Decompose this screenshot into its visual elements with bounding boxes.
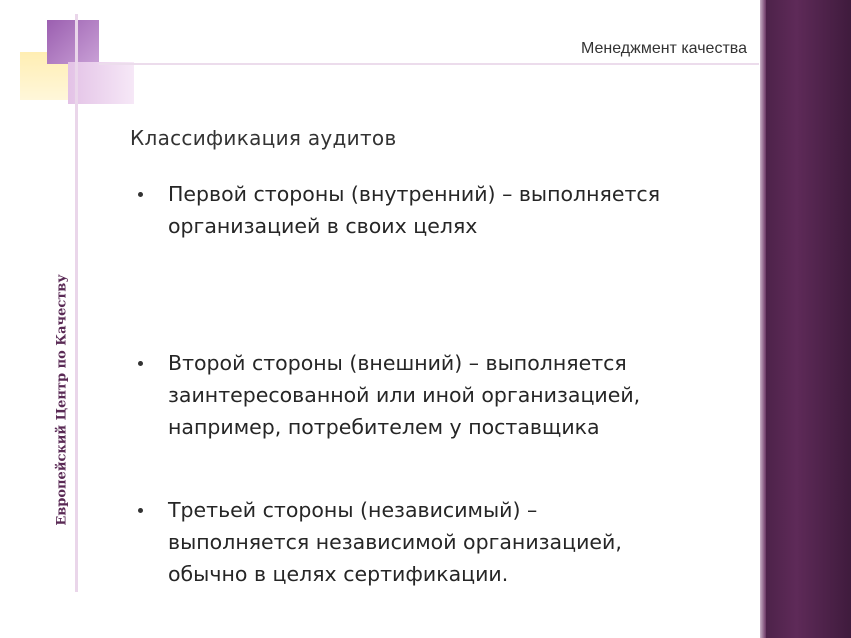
header-divider: [99, 63, 759, 65]
bullet-dot: [138, 361, 143, 366]
bullet-line: Третьей стороны (независимый) –: [168, 498, 538, 522]
bullet-line: например, потребителем у поставщика: [168, 415, 600, 439]
bullet-line: Второй стороны (внешний) – выполняется: [168, 351, 627, 375]
vertical-divider: [75, 14, 78, 592]
bullet-line: организацией в своих целях: [168, 214, 478, 238]
slide-title: Классификация аудитов: [130, 126, 397, 150]
bullet-third-party: [135, 494, 622, 590]
header-title: Менеджмент качества: [580, 40, 747, 57]
bullet-line: выполняется независимой организацией,: [168, 530, 622, 554]
bullet-line: обычно в целях сертификации.: [168, 562, 509, 586]
side-organization-label: Европейский Центр по Качеству: [54, 274, 70, 526]
bullet-first-party: [135, 178, 660, 242]
bullet-dot: [138, 192, 143, 197]
bullet-line: заинтересованной или иной организацией,: [168, 383, 641, 407]
bullet-line: Первой стороны (внутренний) – выполняется: [168, 182, 661, 206]
bullet-dot: [138, 508, 143, 513]
right-decorative-band: [760, 0, 851, 638]
bullet-second-party: [135, 347, 640, 443]
purple-deco-square: [47, 20, 99, 64]
